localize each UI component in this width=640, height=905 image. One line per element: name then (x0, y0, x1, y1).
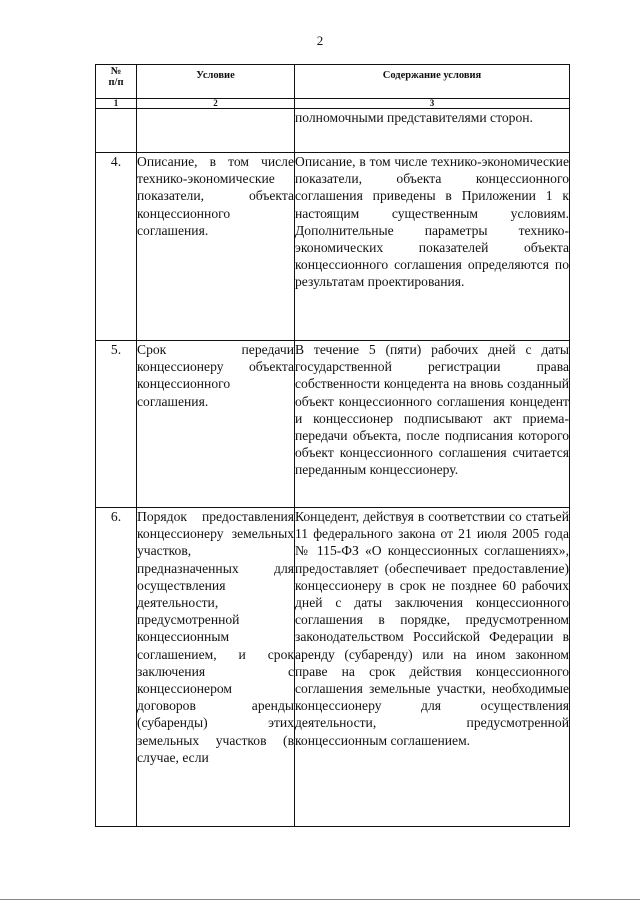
row-content: полномочными представителями сторон. (295, 109, 570, 153)
column-index-row (96, 99, 570, 109)
page-edge-divider (0, 899, 640, 900)
row-condition: Порядок предоставления концессионеру земельных участков, предназначенных для осуществления деятельности, предусмотренной концессионным соглашением, и срок заключения с концессионером договоров аренды (субаренды) этих земельных участков (в случае, если (137, 508, 295, 827)
conditions-table (95, 64, 570, 827)
row-number (96, 109, 137, 153)
header-content: Содержание условия (295, 65, 570, 99)
table-header-row (96, 65, 570, 99)
table-row (96, 341, 570, 508)
table-row (96, 153, 570, 341)
row-condition: Описание, в том числе технико-экономические показатели, объекта концессионного соглашения. (137, 153, 295, 341)
table-row (96, 109, 570, 153)
row-content: Описание, в том числе технико-экономические показатели, объекта концессионного соглашения приведены в Приложении 1 к настоящим существенным условиям. Дополнительные параметры технико-экономических показателей объекта концессионного соглашения определяются по результатам проектирования. (295, 153, 570, 341)
row-number: 6. (96, 508, 137, 827)
row-content: Концедент, действуя в соответствии со статьей 11 федерального закона от 21 июля 2005 года № 115-ФЗ «О концессионных соглашениях», предоставляет (обеспечивает предоставление) концессионеру в срок не позднее 60 рабочих дней с даты заключения концессионного соглашения в порядке, предусмотренном законодательством Российской Федерации в аренду (субаренду) или на ином законном праве на срок действия концессионного соглашения земельные участки, необходимые концессионеру для осуществления деятельности, предусмотренной концессионным соглашением. (295, 508, 570, 827)
row-condition (137, 109, 295, 153)
row-number: 4. (96, 153, 137, 341)
row-condition: Срок передачи концессионеру объекта концессионного соглашения. (137, 341, 295, 508)
page-number: 2 (316, 33, 324, 48)
column-index-1: 1 (96, 99, 137, 109)
header-number: № п/п (96, 65, 137, 99)
row-number: 5. (96, 341, 137, 508)
table-row (96, 508, 570, 827)
column-index-3: 3 (295, 99, 570, 109)
row-content: В течение 5 (пяти) рабочих дней с даты государственной регистрации права собственности концедента на вновь созданный объект концессионного соглашения концедент и концессионер подписывают акт приема-передачи объекта, после подписания которого объект концессионного соглашения считается переданным концессионеру. (295, 341, 570, 508)
header-condition: Условие (137, 65, 295, 99)
column-index-2: 2 (137, 99, 295, 109)
